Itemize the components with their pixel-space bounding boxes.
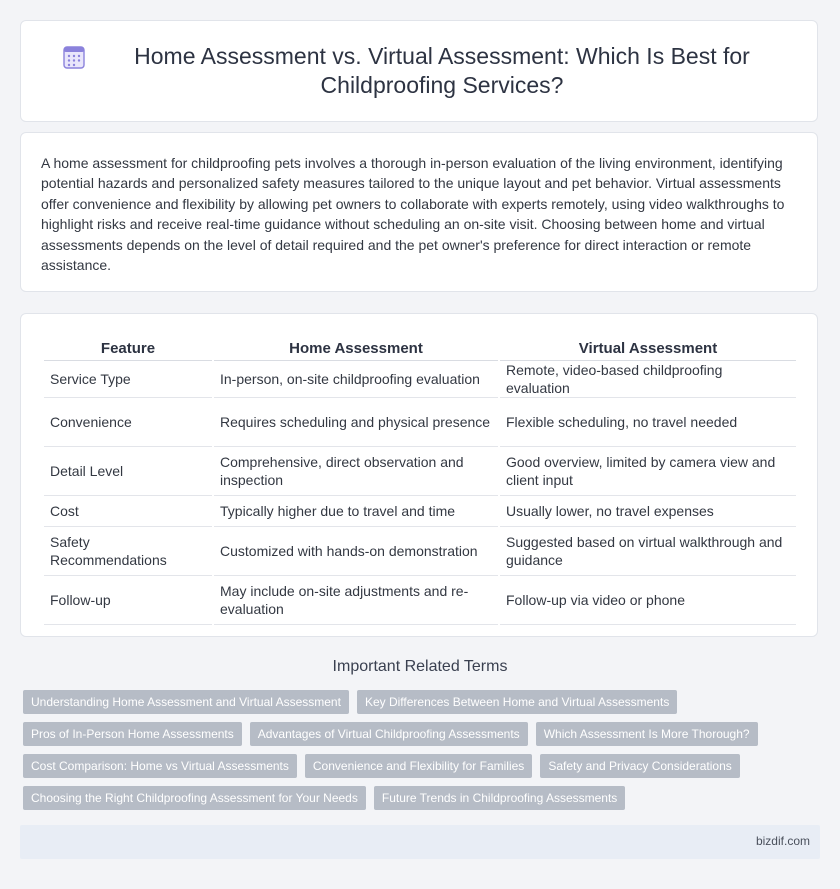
header-home-assessment: Home Assessment: [214, 332, 498, 361]
virtual-cell: Follow-up via video or phone: [500, 576, 796, 625]
title-card: [20, 20, 818, 122]
home-cell: Customized with hands-on demonstration: [214, 527, 498, 576]
related-term-tag[interactable]: Future Trends in Childproofing Assessments: [374, 786, 625, 810]
intro-paragraph: A home assessment for childproofing pets involves a thorough in-person evaluation of the living environment, identifying potential hazards and personalized safety measures tailored to the unique layout and pet behavior. Virtual assessments offer convenience and flexibility by allowing pet owners to collaborate with experts remotely, using video walkthroughs to highlight risks and receive real-time guidance without scheduling an on-site visit. Choosing between home and virtual assessments depends on the level of detail required and the pet owner's preference for direct interaction or remote assistance.: [41, 155, 785, 274]
table-row: [44, 496, 796, 527]
comparison-table: [42, 332, 798, 625]
feature-cell: Detail Level: [44, 447, 212, 496]
virtual-cell: Usually lower, no travel expenses: [500, 496, 796, 527]
virtual-cell: Flexible scheduling, no travel needed: [500, 398, 796, 447]
table-row: [44, 576, 796, 625]
footer-bar: [20, 825, 820, 859]
related-term-tag[interactable]: Understanding Home Assessment and Virtual Assessment: [23, 690, 349, 714]
header-virtual-assessment: Virtual Assessment: [500, 332, 796, 361]
intro-card: [20, 132, 818, 292]
related-term-tag[interactable]: Pros of In-Person Home Assessments: [23, 722, 242, 746]
feature-cell: Cost: [44, 496, 212, 527]
page-title: Home Assessment vs. Virtual Assessment: Which Is Best for Childproofing Services?: [134, 43, 750, 98]
related-term-tag[interactable]: Key Differences Between Home and Virtual Assessments: [357, 690, 677, 714]
virtual-cell: Remote, video-based childproofing evaluation: [500, 361, 796, 398]
home-cell: Requires scheduling and physical presence: [214, 398, 498, 447]
related-term-tag[interactable]: Which Assessment Is More Thorough?: [536, 722, 758, 746]
feature-cell: Follow-up: [44, 576, 212, 625]
comparison-card: [20, 313, 818, 637]
feature-cell: Service Type: [44, 361, 212, 398]
related-terms-heading: Important Related Terms: [332, 658, 508, 675]
related-terms-list: [23, 690, 813, 810]
site-name[interactable]: bizdif.com: [755, 834, 810, 848]
feature-cell: Safety Recommendations: [44, 527, 212, 576]
table-row: [44, 527, 796, 576]
virtual-cell: Good overview, limited by camera view and client input: [500, 447, 796, 496]
home-cell: Comprehensive, direct observation and inspection: [214, 447, 498, 496]
related-term-tag[interactable]: Advantages of Virtual Childproofing Assessments: [250, 722, 528, 746]
home-cell: In-person, on-site childproofing evaluation: [214, 361, 498, 398]
table-row: [44, 447, 796, 496]
table-row: [44, 398, 796, 447]
table-header-row: [44, 332, 796, 361]
related-term-tag[interactable]: Convenience and Flexibility for Families: [305, 754, 532, 778]
related-term-tag[interactable]: Cost Comparison: Home vs Virtual Assessments: [23, 754, 297, 778]
header-feature: Feature: [44, 332, 212, 361]
document-icon: [61, 44, 87, 70]
home-cell: Typically higher due to travel and time: [214, 496, 498, 527]
virtual-cell: Suggested based on virtual walkthrough and guidance: [500, 527, 796, 576]
related-term-tag[interactable]: Safety and Privacy Considerations: [540, 754, 739, 778]
related-term-tag[interactable]: Choosing the Right Childproofing Assessment for Your Needs: [23, 786, 366, 810]
feature-cell: Convenience: [44, 398, 212, 447]
home-cell: May include on-site adjustments and re-evaluation: [214, 576, 498, 625]
table-row: [44, 361, 796, 398]
